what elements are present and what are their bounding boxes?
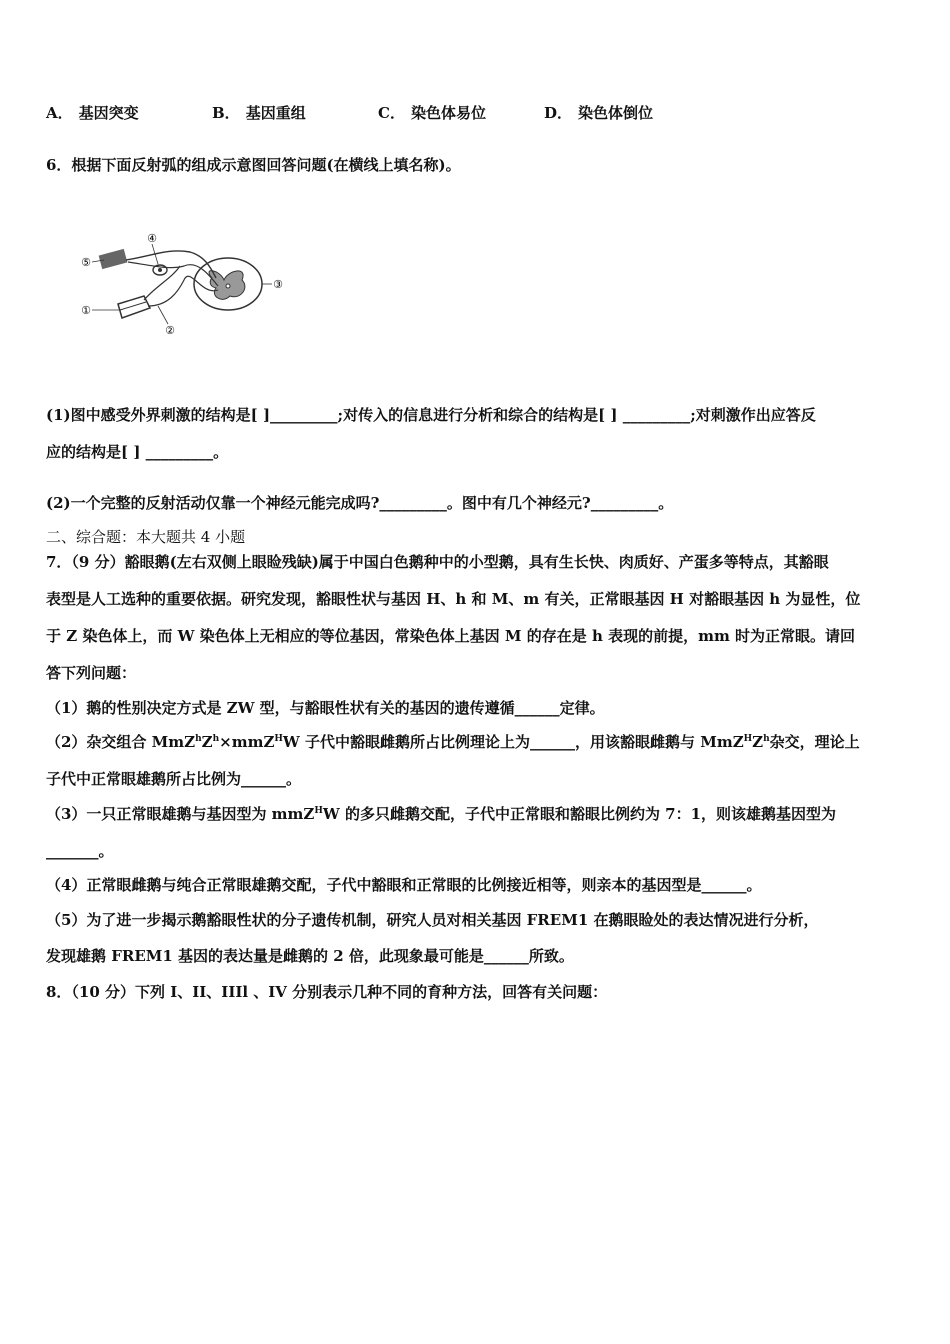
q6-part1-line1: (1)图中感受外界刺激的结构是[ ]_________;对传入的信息进行分析和综合的结构是[ ] _________;对刺激作出应答反 bbox=[46, 406, 816, 424]
q7-sub5-line2: 发现雄鹅 FREM1 基因的表达量是雌鹅的 2 倍，此现象最可能是______所致。 bbox=[46, 947, 574, 965]
option-b: B． 基因重组 bbox=[212, 104, 306, 122]
option-a: A． 基因突变 bbox=[46, 104, 139, 122]
q7-line2: 表型是人工选种的重要依据。研究发现，豁眼性状与基因 H、h 和 M、m 有关，正常眼基因 H 对豁眼基因 h 为显性，位 bbox=[46, 590, 861, 608]
q7-sub1: （1）鹅的性别决定方式是 ZW 型，与豁眼性状有关的基因的遗传遵循______定律。 bbox=[46, 699, 605, 717]
q7-sub2-line2: 子代中正常眼雄鹅所占比例为______。 bbox=[46, 770, 302, 788]
q7-sub3-line2: _______。 bbox=[46, 842, 114, 860]
reflex-arc-figure bbox=[72, 226, 286, 338]
q6-part1-line2: 应的结构是[ ] _________。 bbox=[46, 443, 229, 461]
label-4: ④ bbox=[147, 232, 157, 245]
q8-stem: 8．（10 分）下列 I、II、IIIl 、IV 分别表示几种不同的育种方法，回答有关问题： bbox=[46, 983, 608, 1001]
q7-line4: 答下列问题： bbox=[46, 664, 137, 682]
q6-stem: 6．根据下面反射弧的组成示意图回答问题(在横线上填名称)。 bbox=[46, 156, 461, 174]
label-1: ① bbox=[81, 304, 91, 317]
q6-part2: (2)一个完整的反射活动仅靠一个神经元能完成吗?_________。图中有几个神经元?_________。 bbox=[46, 494, 674, 512]
section-2-heading: 二、综合题：本大题共 4 小题 bbox=[46, 528, 246, 546]
q7-sub2-line1: （2）杂交组合 $MmZ^hZ^h\times mmZ^HW$ 子代中豁眼雌鹅所占比例理论上为______，用该豁眼雌鹅与 $MmZ^HZ^h$杂交，理论上 bbox=[46, 733, 860, 751]
option-d: D． 染色体倒位 bbox=[544, 104, 654, 122]
q7-sub3-line1: （3）一只正常眼雄鹅与基因型为 mmZ$^H$W 的多只雌鹅交配，子代中正常眼和豁眼比例约为 7：1，则该雄鹅基因型为 bbox=[46, 805, 837, 823]
label-3: ③ bbox=[273, 278, 283, 291]
label-2: ② bbox=[165, 324, 175, 337]
q7-sub4: （4）正常眼雌鹅与纯合正常眼雄鹅交配，子代中豁眼和正常眼的比例接近相等，则亲本的基因型是______。 bbox=[46, 876, 762, 894]
option-c: C． 染色体易位 bbox=[378, 104, 486, 122]
q7-line3: 于 Z 染色体上，而 W 染色体上无相应的等位基因，常染色体上基因 M 的存在是 h 表现的前提，mm 时为正常眼。请回 bbox=[46, 627, 856, 645]
q7-line1: 7．（9 分）豁眼鹅(左右双侧上眼睑残缺)属于中国白色鹅种中的小型鹅，具有生长快、肉质好、产蛋多等特点，其豁眼 bbox=[46, 553, 829, 571]
q7-sub5-line1: （5）为了进一步揭示鹅豁眼性状的分子遗传机制，研究人员对相关基因 FREM1 在鹅眼睑处的表达情况进行分析， bbox=[46, 911, 819, 929]
label-5: ⑤ bbox=[81, 256, 91, 269]
